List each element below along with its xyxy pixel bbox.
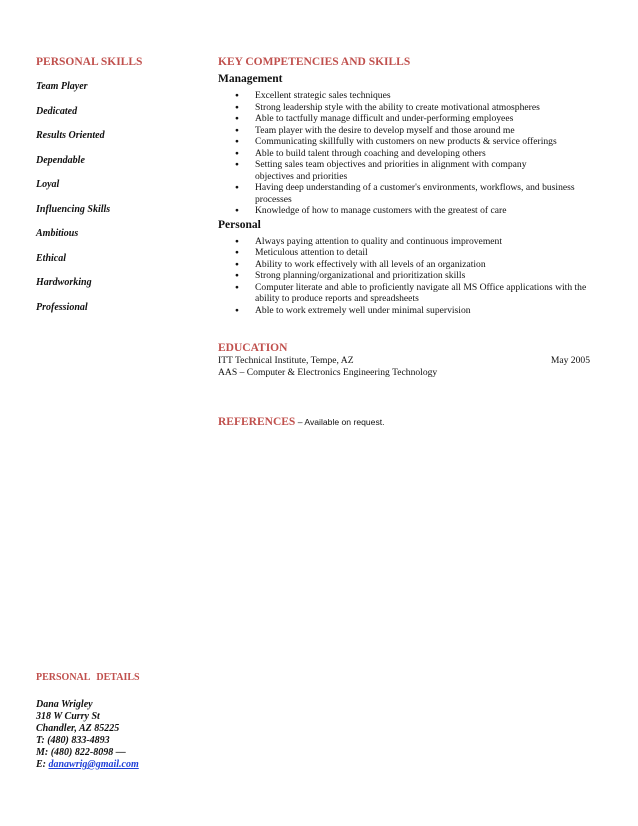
- education-school: ITT Technical Institute, Tempe, AZ: [218, 355, 354, 366]
- list-item: ● Able to work extremely well under minimal supervision: [218, 305, 590, 317]
- list-item: ● Able to build talent through coaching and developing others: [218, 148, 590, 160]
- skill-item: Results Oriented: [36, 130, 105, 141]
- list-item: ● Meticulous attention to detail: [218, 247, 590, 259]
- management-list: [218, 90, 590, 217]
- skill-item: Ethical: [36, 252, 67, 264]
- list-item: ● Excellent strategic sales techniques: [218, 90, 590, 102]
- list-item: ● Team player with the desire to develop myself and those around me: [218, 125, 590, 137]
- list-item: ● Always paying attention to quality and continuous improvement: [218, 236, 590, 248]
- skill-item: Influencing Skills: [36, 203, 111, 215]
- contact-email-prefix: E:: [36, 759, 49, 770]
- education-date: May 2005: [550, 355, 590, 366]
- personal-details-heading: PERSONAL DETAILS: [36, 672, 140, 683]
- skill-item: Professional: [36, 301, 88, 313]
- contact-city: Chandler, AZ 85225: [36, 723, 120, 734]
- contact-mobile: M: (480) 822-8098 —: [36, 747, 126, 758]
- list-item: ● Computer literate and able to proficiently navigate all MS Office applications with the ability to produce reports and spreadsheets: [218, 282, 595, 305]
- competencies-heading: KEY COMPETENCIES AND SKILLS: [218, 56, 411, 68]
- references-heading: REFERENCES: [218, 416, 296, 428]
- skill-item: Dependable: [36, 154, 85, 166]
- list-item: ● Ability to work effectively with all levels of an organization: [218, 259, 590, 271]
- personal-details-section: [36, 672, 236, 771]
- list-item: ● Strong planning/organizational and prioritization skills: [218, 270, 590, 282]
- contact-name: Dana Wrigley: [36, 699, 93, 710]
- personal-skills-section: [36, 56, 206, 326]
- education-heading: EDUCATION: [218, 342, 288, 354]
- skill-item: Loyal: [36, 179, 60, 190]
- skill-item: Ambitious: [36, 228, 79, 239]
- list-item: ● Setting sales team objectives and priorities in alignment with company objectives and priorities: [218, 159, 550, 182]
- education-degree: AAS – Computer & Electronics Engineering Technology: [218, 367, 438, 378]
- contact-phone: T: (480) 833-4893: [36, 735, 110, 746]
- education-school-row: [218, 355, 590, 367]
- list-item: ● Strong leadership style with the ability to create motivational atmospheres: [218, 102, 590, 114]
- list-item: ● Able to tactfully manage difficult and under-performing employees: [218, 113, 590, 125]
- references-section: [218, 412, 590, 430]
- personal-title: Personal: [218, 218, 261, 231]
- personal-skills-heading: PERSONAL SKILLS: [36, 56, 143, 68]
- list-item: ● Having deep understanding of a customer's environments, workflows, and business processes: [218, 182, 575, 205]
- skill-item: Hardworking: [36, 277, 92, 288]
- contact-street: 318 W Curry St: [36, 711, 100, 722]
- list-item: ● Knowledge of how to manage customers with the greatest of care: [218, 205, 590, 217]
- references-text: – Available on request.: [295, 417, 385, 427]
- contact-email-line: [36, 759, 236, 771]
- education-section: [218, 342, 590, 379]
- skill-item: Team Player: [36, 81, 88, 92]
- skill-item: Dedicated: [36, 105, 78, 117]
- list-item: ● Communicating skillfully with customers on new products & service offerings: [218, 136, 590, 148]
- contact-email-link[interactable]: danawrig@gmail.com: [48, 759, 139, 770]
- management-title: Management: [218, 73, 283, 85]
- personal-list: [218, 236, 590, 317]
- competencies-section: [218, 56, 590, 430]
